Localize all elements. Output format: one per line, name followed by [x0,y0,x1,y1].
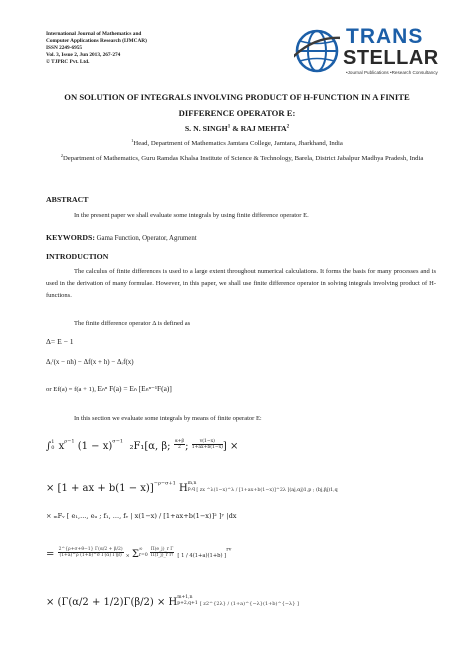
paper-title [40,89,434,121]
journal-name-line-2: Computer Applications Research (IJMCAR) [46,38,147,44]
introduction-paragraph-2 [46,318,436,330]
introduction-paragraph-1-text: The calculus of finite differences is used to a large extent throughout numerical calculations. It forms the basis for many processes and is used in the derivation of many formulae. However, in this paper, we shall use finite difference operator in solving integrals involving product of H-functions. [46,268,436,299]
globe-icon [294,28,340,74]
abstract-body: In the present paper we shall evaluate some integrals by using finite difference operator E. [74,212,309,219]
keywords-label: KEYWORDS: [46,233,95,242]
formula-semicolon: ; [185,441,192,452]
formula-row-1 [46,434,238,453]
formula-row-2 [46,476,338,495]
formula-row-2-lead: × [1 + ax + b(1 − x)] [46,483,154,494]
integral-upper-limit: 1 [51,438,55,445]
logo-word-trans: TRANS [346,25,424,48]
frac-den-2: 1+ax+b(1−x) [191,445,223,450]
logo-tagline: •Journal Publications •Research Consultancy [346,70,438,75]
title-line-2: DIFFERENCE OPERATOR E: [178,108,296,118]
journal-name-line-1: International Journal of Mathematics and [46,31,142,37]
formula-one-minus-x: (1 − x) [74,441,113,452]
introduction-paragraph-3 [46,413,436,425]
equation-2: Δᵣᶠ(x − nh) − Δf(x + h) − Δᵣf(x) [46,358,134,366]
sum-lower: r=0 [138,552,148,558]
frac-den-1: 2 [178,445,181,450]
author-2-sup: 2 [286,124,290,130]
affiliation-1-text: Head, Department of Mathematics Jamtara College, Jamtara, Jharkhand, India [133,140,343,148]
result-gamma-num: 2^{ρ+σ+θ−1} Γ(α/2 + β/2) [58,546,123,552]
result-bracket: [ 1 / 4(1+a)(1+b) ] [177,553,227,559]
equation-3-mid: f(a) = f(a + 1), [57,386,98,393]
equation-3-rest: Eₙⁿ F(a) = Eₙ [Eₙⁿ⁻¹F(a)] [97,384,172,393]
affiliation-2-sup: 2 [60,153,63,158]
frac-num-2: v(1−x) [192,439,223,446]
formula-row-2-exponent: −ρ−σ+1 [153,480,176,487]
logo-word-stellar: STELLAR [343,47,439,69]
formula-one-minus-x-exponent: σ−1 [112,438,124,445]
formula-row-5 [46,590,299,609]
product-num: Π(e_j)_r Γ [150,546,174,552]
formula-row-5-lead: × (Γ(α/2 + 1/2)Γ(β/2) × H [46,597,178,608]
journal-copyright: © TJPRC Pvt. Ltd. [46,59,90,65]
keywords-text: Gama Function, Operator, Agrument [94,235,197,242]
integral-lower-limit: 0 [51,444,55,451]
transstellar-logo [294,24,444,82]
title-line-1: ON SOLUTION OF INTEGRALS INVOLVING PRODUCT OF H-FUNCTION IN A FINITE [64,92,410,102]
formula-times-sign: × [125,553,130,559]
introduction-paragraph-1 [46,266,436,302]
h-function-params: (aj,αj)1,p ; (bj,βj)1,q [289,488,338,493]
hypergeometric-2f1: ₂F₁[α, β; [129,441,174,452]
formula-x: x [55,441,65,452]
summation-sign: Σ [131,549,139,560]
product-den: Π(f_j)_r r! [150,553,174,558]
integral-sign: ∫ [46,441,52,452]
journal-volume: Vol. 3, Issue 2, Jun 2013, 267-274 [46,52,121,58]
equation-3 [46,384,172,393]
formula-row-4-equals: = [46,549,58,560]
result-gamma-den: (1+a)^ρ (1+b)^σ Γ(α) Γ(β) [59,553,122,558]
frac-num-1: α+β [174,438,185,444]
affiliation-2-text: Department of Mathematics, Guru Ramdas Khalsa Institute of Science & Technology, Barela, District Jabalpur Madhya Pradesh, India [62,155,424,163]
h-function-sub: p,q [187,486,195,492]
affiliation-1-sup: 1 [131,138,134,143]
author-1: S. N. SINGH [184,124,228,133]
affiliation-2 [52,151,432,165]
h-function-2-sub: p+2,q+1 [177,600,198,606]
formula-x-exponent: ρ−1 [64,438,75,445]
h-function-2-argument: [ z2^{2λ} / (1+a)^{−λ}(1+b)^{−λ} ] [199,601,299,607]
formula-row-3: × ₘFᵥ [ e₁,..., eᵤ ; f₁, ..., fᵥ | x(1−x) / [1+ax+b(1−x)]² ]ʸ |dx [46,512,237,520]
introduction-paragraph-2-text: The finite difference operator Δ is defined as [74,320,191,327]
journal-info [46,31,216,66]
introduction-heading: INTRODUCTION [46,252,109,261]
author-list [40,124,434,133]
author-separator: & [230,124,241,133]
author-2: RAJ MEHTA [240,124,287,133]
journal-issn: ISSN 2249-6955 [46,45,83,51]
introduction-paragraph-3-text: In this section we evaluate some integrals by means of finite operator E: [74,415,262,422]
h-function-sup: m,n [187,481,197,486]
formula-row-1-end: ] × [222,441,239,452]
h-function-symbol: H [175,483,188,494]
abstract-heading: ABSTRACT [46,195,89,204]
equation-1: Δ= E − 1 [46,337,74,346]
h-function-argument: [ zx ^λ(1−x)^λ / [1+ax+b(1−x)]^2λ ] [196,488,290,493]
keywords [46,233,197,242]
affiliation-1 [40,138,434,147]
h-function-2-sup: m+1,n [177,595,193,600]
author-1-sup: 1 [227,124,231,130]
abstract-text [46,210,436,222]
formula-row-4 [46,542,231,561]
equation-3-prefix: or E [46,386,58,393]
result-exponent: rv [226,546,232,553]
sum-upper: ∞ [138,547,143,552]
